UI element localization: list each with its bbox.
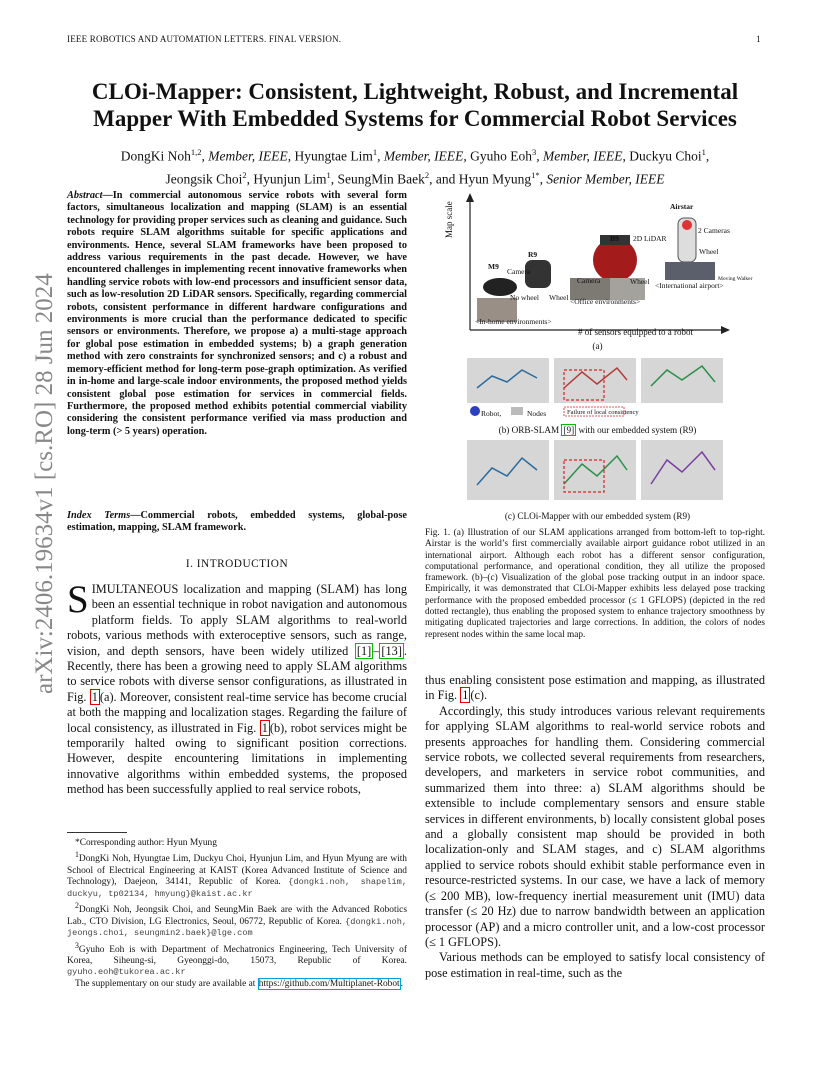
abstract <box>67 190 407 438</box>
subcaption-a: (a) <box>592 341 603 351</box>
index-terms-label: Index Terms <box>67 510 131 521</box>
environment-label: <International airport> <box>655 281 724 290</box>
sensor-label: Wheel <box>699 247 719 256</box>
citation-link[interactable]: [13] <box>381 643 402 658</box>
arxiv-stamp: arXiv:2406.19634v1 [cs.RO] 28 Jun 2024 <box>31 273 58 694</box>
footnote-3: $^3$Gyuho Eoh is with Department of Mechatronics Engineering, Tech University of Korea, Siheung-si, Gyeonggi-do, 15073, Republic of Korea. gyuho.eoh@tukorea.ac.kr <box>67 940 407 978</box>
x-axis-label: # of sensors equipped to a robot <box>578 327 693 337</box>
footnote-1: $^1$DongKi Noh, Hyungtae Lim, Duckyu Choi, Hyunjun Lim, and Hyun Myung are with School of Electrical Engineering at KAIST (Korea Advanced Institute of Science and Technology), Daejeon, 34141, Republic of Korea. {dongki.noh, shapelim, duckyu, tp02134, hmyung}@kaist.ac.kr <box>67 850 407 899</box>
section-heading: I. INTRODUCTION <box>185 558 289 570</box>
email: {dongki.noh, jeongs.choi, seungmin2.baek}@lge.com <box>67 916 408 939</box>
sensor-label: No wheel <box>510 293 539 302</box>
environment-label: <In-home environments> <box>475 317 552 326</box>
footnote-2: $^2$DongKi Noh, Jeongsik Choi, and SeungMin Baek are with the Advanced Robotics Lab., CTO Division, LG Electronics, Seoul, 06772, Republic of Korea. {dongki.noh, jeongs.choi, seungmin2.baek}@lge.com <box>67 901 408 939</box>
citation-link[interactable]: [1] <box>356 643 372 658</box>
environment-label: <Office environments> <box>570 297 641 306</box>
robot-label: R9 <box>528 250 538 259</box>
paper-title: CLOi-Mapper: Consistent, Lightweight, Robust, and Incremental Mapper With Embedded Systems for Commercial Robot Services <box>91 79 739 131</box>
legend-failure: Failure of local consistency <box>567 409 639 416</box>
y-axis-label: Map scale <box>444 201 454 238</box>
legend-robot: Robot, <box>481 409 502 418</box>
sensor-label: 2D LiDAR <box>633 234 667 243</box>
figure-ref-link[interactable]: 1 <box>91 689 98 704</box>
author-list: DongKi Noh$^{1,2}$, Member, IEEE, Hyungtae Lim$^1$, Member, IEEE, Gyuho Eoh$^3$, Member, IEEE, Duckyu Choi$^1$, Jeongsik Choi$^2$, Hyunjun Lim$^1$, SeungMin Baek$^2$, and Hyun Myung$^{1*}$, Senior Member, IEEE <box>120 147 710 186</box>
legend-nodes: Nodes <box>527 409 547 418</box>
figure-1c-maps <box>467 440 723 502</box>
figure-caption: Fig. 1. (a) Illustration of our SLAM applications arranged from bottom-left to top-right. Airstar is the world’s first commercially available airport guidance robot utilized in an international airport. Although each robot has a different sensor configuration, computational performance, and operational condition, they all utilize the proposed framework. (b)–(c) Visualization of the global pose tracking output in an indoor space. Empirically, it was demonstrated that CLOi-Mapper exhibits less delayed pose tracking performance with the proposed embedded processor (≤ 1 GFLOPS) (depicted in the red dotted rectangle), thus enabling the proposed system to enhance trajectory smoothness by mitigating duplicated trajectories and large corrections. In addition, the colors of nodes represent nodes within the same local map. <box>425 528 765 640</box>
footnote-corresponding: *Corresponding author: Hyun Myung <box>75 838 217 848</box>
intro-paragraph: SIMULTANEOUS localization and mapping (SLAM) has long been an essential technique in robot navigation and autonomous platform fields. To apply SLAM algorithms to real-world robots, various methods with exteroceptive sensors, such as range, vision, and depth sensors, have been widely utilized [1] – [13] . Recently, there has been a growing need to apply SLAM algorithms to service robots with diverse sensor configurations, as illustrated in Fig. 1 (a). Moreover, consistent real-time service has become crucial at both the mapping and localization stages. Regarding the failure of local consistency, as illustrated in Fig. 1 (b), robot services might be temporarily halted owing to significant position corrections. However, despite encountering limitations in implementing innovative algorithms within embedded systems, the proposed method has been successfully applied to real service robots, <box>67 578 408 797</box>
subcaption-c: (c) CLOi-Mapper with our embedded system (R9) <box>504 511 691 521</box>
footnote-supplementary: The supplementary on our study are available at https://github.com/Multiplanet-Robot. <box>75 978 403 989</box>
sensor-label: Wheel <box>630 277 650 286</box>
abstract-text: —In commercial autonomous service robots with several form factors, simultaneous localization and mapping (SLAM) is an essential technology for providing proper services such as cleaning and guidance. Such robots require SLAM algorithms suitable for specific applications and environments. Hence, several SLAM frameworks have been proposed to address various requirements in the past decade. However, we have encountered challenges in implementing recent innovative frameworks when handling service robots with low-end processors and insufficient sensor data, such as low-resolution 2D LiDAR sensors. Specifically, regarding commercial robots, consistent performance in different hardware configurations and environments is more crucial than the performance dedicated to specific sensors or environments. Therefore, we propose a) a multi-stage approach for global pose estimation in embedded systems; b) a graph generation method with zero constraints for synchronized sensors; and c) a robust and memory-efficient method for long-term pose-graph optimization. As verified in in-home and large-scale indoor environments, the proposed method yields consistent global pose estimation for services in commercial fields. Furthermore, the proposed method exhibits potential commercial viability considering the consistent performance verified via mass production and long-term (> 5 years) operation. <box>67 190 407 437</box>
airport-photo <box>665 262 715 280</box>
email: gyuho.eoh@tukorea.ac.kr <box>67 967 186 978</box>
sensor-label: Camera <box>507 267 531 276</box>
index-terms <box>67 510 407 535</box>
sensor-label: Moving Walker <box>718 276 753 282</box>
sensor-label: 2 Cameras <box>698 226 730 235</box>
index-terms-text: —Commercial robots, embedded systems, global-pose estimation, mapping, SLAM framework. <box>67 510 407 534</box>
figure-1 <box>425 190 770 530</box>
paragraph: Accordingly, this study introduces various relevant requirements for applying SLAM algorithms to real-world service robots and presents approaches for handling them. Considering commercial service robots, we collected several requirements from researchers, developers, and marketers in service robot communities, and summarized them into three: a) SLAM algorithms should be extensible to include complementary sensors and ensure stable services in different environments, b) locally consistent global poses and a globally consistent map should be provided in both localization-only and SLAM stages, and c) SLAM algorithms applied to service robots should exhibit stable performance even in resource-restricted systems. In our case, we have a lack of memory (≤ 200 MB), low-frequency inertial measurement unit (IMU) data transfer (≤ 20 Hz) due to narrow bandwidth between an application processor (AP) and a micro controller unit, and a low-cost processor (≤ 1 GFLOPS). <box>425 703 765 949</box>
paragraph: Various methods can be employed to satisfy local consistency of pose estimation in real-time, such as the <box>425 950 765 980</box>
footnote-rule <box>67 832 127 833</box>
right-column-text <box>425 673 765 981</box>
subcaption-b: (b) ORB-SLAM [9] with our embedded system (R9) <box>498 425 697 435</box>
paragraph: thus enabling consistent pose estimation and mapping, as illustrated in Fig. 1 (c). <box>425 673 765 703</box>
citation-link[interactable]: [9] <box>563 425 575 435</box>
robot-label: Airstar <box>670 202 694 211</box>
figure-ref-link[interactable]: 1 <box>462 688 469 703</box>
email: {dongki.noh, shapelim, duckyu, tp02134, hmyung}@kaist.ac.kr <box>67 877 407 899</box>
sensor-label: Camera <box>577 276 601 285</box>
github-link[interactable]: https://github.com/Multiplanet-Robot <box>258 978 400 989</box>
robot-label: B9 <box>610 234 619 243</box>
page-number: 1 <box>756 34 761 44</box>
abstract-label: Abstract <box>67 190 103 201</box>
sensor-label: Wheel <box>549 293 569 302</box>
robot-label: M9 <box>488 262 499 271</box>
figure-ref-link[interactable]: 1 <box>261 720 268 735</box>
dropcap: S <box>67 578 89 621</box>
running-header: IEEE ROBOTICS AND AUTOMATION LETTERS. FINAL VERSION. <box>67 34 342 44</box>
footnotes <box>67 838 407 990</box>
